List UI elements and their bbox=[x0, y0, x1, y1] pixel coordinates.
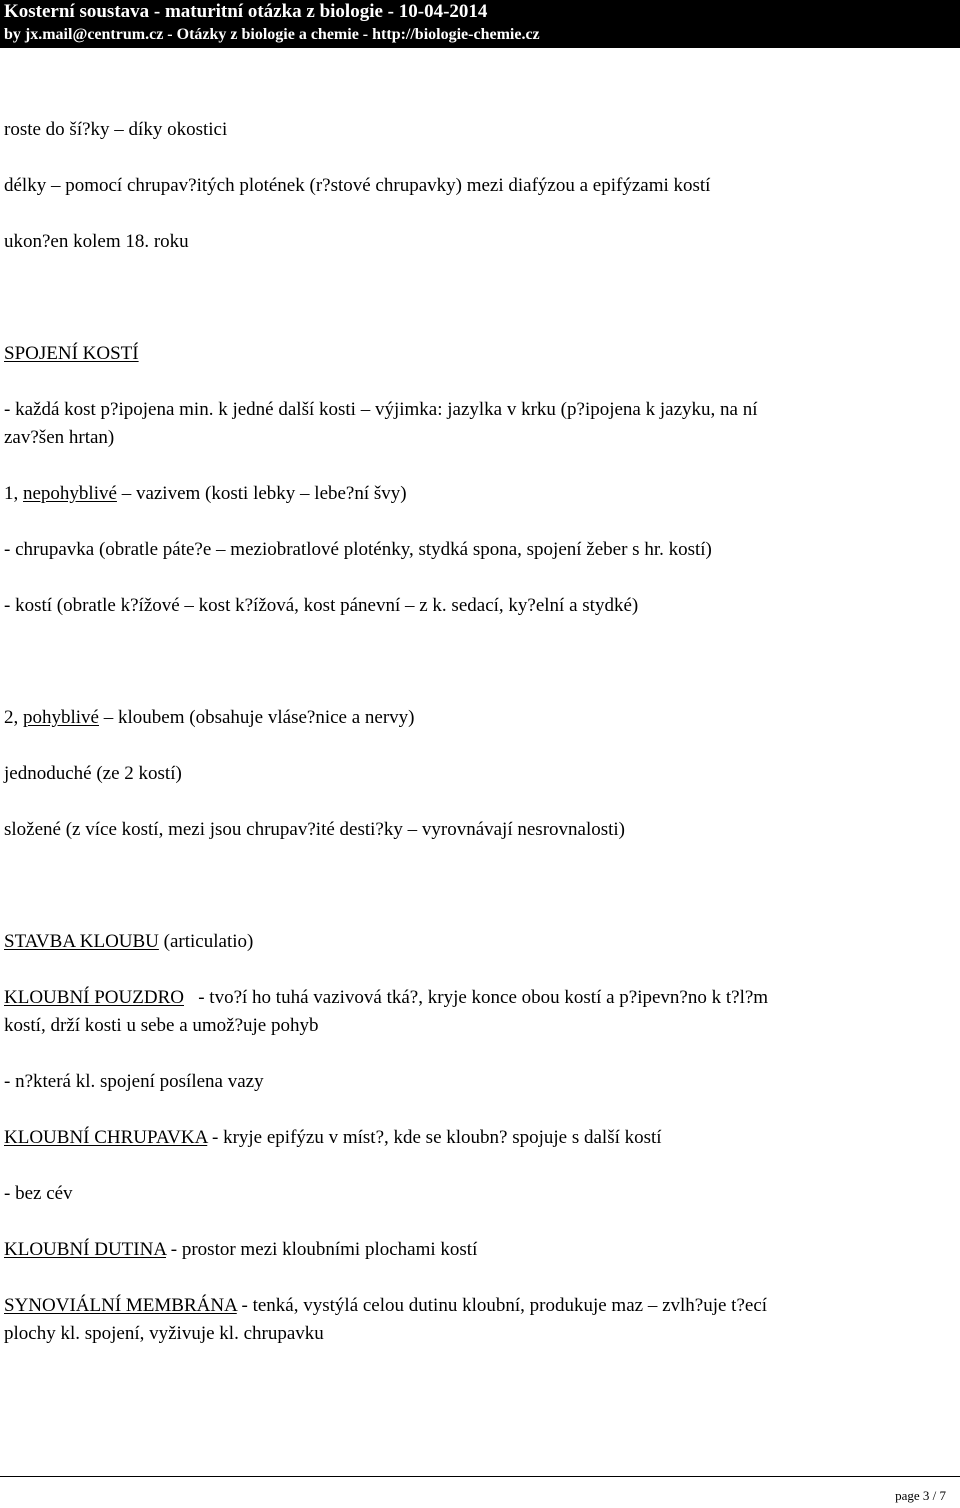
text-line: - každá kost p?ipojena min. k jedné další kosti – výjimka: jazylka v krku (p?ipojena k jazyku, na ní bbox=[4, 399, 758, 420]
text-line: plochy kl. spojení, vyživuje kl. chrupavku bbox=[4, 1323, 324, 1344]
section-heading bbox=[4, 930, 253, 954]
text-suffix: - kryje epifýzu v míst?, kde se kloubn? spojuje s další kostí bbox=[207, 1127, 662, 1148]
underlined-term: KLOUBNÍ POUZDRO bbox=[4, 987, 184, 1008]
text-suffix: - prostor mezi kloubními plochami kostí bbox=[166, 1239, 478, 1260]
text-line: délky – pomocí chrupav?itých plotének (r?stové chrupavky) mezi diafýzou a epifýzami kostí bbox=[4, 175, 711, 196]
text-prefix: 1, bbox=[4, 483, 23, 504]
text-suffix: - tvo?í ho tuhá vazivová tká?, kryje konce obou kostí a p?ipevn?no k t?l?m bbox=[183, 987, 769, 1008]
text-line bbox=[4, 482, 407, 506]
text-line bbox=[4, 1294, 767, 1318]
page-number: page 3 / 7 bbox=[895, 1488, 946, 1503]
footer-divider bbox=[0, 1476, 960, 1477]
text-line bbox=[4, 986, 768, 1010]
text-suffix: (articulatio) bbox=[158, 931, 254, 952]
text-line bbox=[4, 1238, 477, 1262]
text-suffix: – kloubem (obsahuje vláse?nice a nervy) bbox=[99, 707, 415, 728]
text-prefix: 2, bbox=[4, 707, 23, 728]
text-line: roste do ší?ky – díky okostici bbox=[4, 119, 228, 140]
underlined-term: pohyblivé bbox=[23, 707, 99, 728]
text-line bbox=[4, 706, 415, 730]
text-line: - bez cév bbox=[4, 1183, 73, 1204]
underlined-term: SYNOVIÁLNÍ MEMBRÁNA bbox=[4, 1295, 237, 1316]
text-line: - n?která kl. spojení posílena vazy bbox=[4, 1071, 264, 1092]
text-line: ukon?en kolem 18. roku bbox=[4, 231, 189, 252]
section-heading: SPOJENÍ KOSTÍ bbox=[4, 343, 139, 364]
text-line: - kostí (obratle k?ížové – kost k?ížová, kost pánevní – z k. sedací, ky?elní a stydké) bbox=[4, 595, 639, 616]
underlined-term: KLOUBNÍ CHRUPAVKA bbox=[4, 1127, 208, 1148]
text-suffix: – vazivem (kosti lebky – lebe?ní švy) bbox=[116, 483, 407, 504]
underlined-term: STAVBA KLOUBU bbox=[4, 931, 159, 952]
text-line bbox=[4, 1126, 662, 1150]
document-byline: by jx.mail@centrum.cz - Otázky z biologie a chemie - http://biologie-chemie.cz bbox=[4, 26, 540, 43]
underlined-term: KLOUBNÍ DUTINA bbox=[4, 1239, 167, 1260]
document-title: Kosterní soustava - maturitní otázka z biologie - 10-04-2014 bbox=[4, 1, 488, 22]
text-line: zav?šen hrtan) bbox=[4, 427, 115, 448]
underlined-term: nepohyblivé bbox=[23, 483, 117, 504]
text-line: kostí, drží kosti u sebe a umož?uje pohyb bbox=[4, 1015, 319, 1036]
text-suffix: - tenká, vystýlá celou dutinu kloubní, produkuje maz – zvlh?uje t?ecí bbox=[236, 1295, 768, 1316]
text-line: jednoduché (ze 2 kostí) bbox=[4, 763, 182, 784]
document-header bbox=[0, 0, 960, 48]
text-line: složené (z více kostí, mezi jsou chrupav?ité desti?ky – vyrovnávají nesrovnalosti) bbox=[4, 819, 626, 840]
text-line: - chrupavka (obratle páte?e – meziobratlové ploténky, stydká spona, spojení žeber s hr. kostí) bbox=[4, 539, 712, 560]
